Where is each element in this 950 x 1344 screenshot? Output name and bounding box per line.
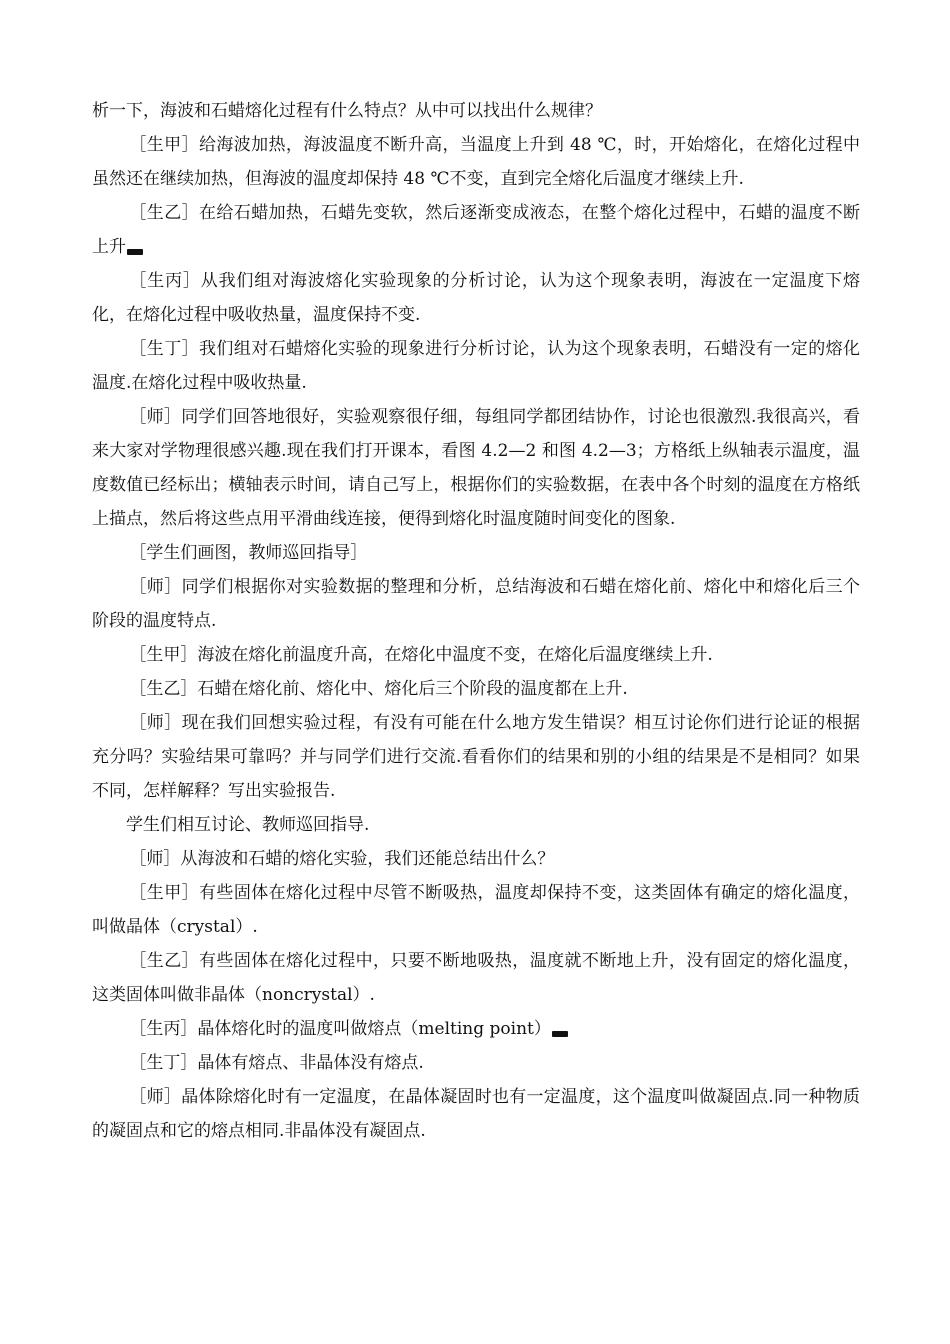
paragraph-students-draw: ［学生们画图，教师巡回指导］ <box>129 543 368 563</box>
paragraph-freezing-point: ［师］晶体除熔化时有一定温度，在晶体凝固时也有一定温度，这个温度叫做凝固点.同一种物质的凝固点和它的熔点相同.非晶体没有凝固点. <box>92 1087 860 1141</box>
ink-mark <box>127 249 143 255</box>
paragraph-student-b-observation: ［生乙］在给石蜡加热，石蜡先变软，然后逐渐变成液态，在整个熔化过程中，石蜡的温度不断上升 <box>92 203 860 257</box>
paragraph-noncrystal-definition: ［生乙］有些固体在熔化过程中，只要不断地吸热，温度就不断地上升，没有固定的熔化温度，这类固体叫做非晶体（noncrystal）. <box>92 951 860 1005</box>
paragraph-student-a-observation: ［生甲］给海波加热，海波温度不断升高，当温度上升到 48 ℃，时，开始熔化，在熔化过程中虽然还在继续加热，但海波的温度却保持 48 ℃不变，直到完全熔化后温度才继续上升. <box>92 135 860 189</box>
paragraph-continuation: 析一下，海波和石蜡熔化过程有什么特点？从中可以找出什么规律？ <box>92 101 602 121</box>
paragraph-student-a-summary: ［生甲］海波在熔化前温度升高，在熔化中温度不变，在熔化后温度继续上升. <box>129 645 713 665</box>
paragraph-teacher-reflection: ［师］现在我们回想实验过程，有没有可能在什么地方发生错误？相互讨论你们进行论证的根据充分吗？实验结果可靠吗？并与同学们进行交流.看看你们的结果和别的小组的结果是不是相同？如果不同，怎样解释？写出实验报告. <box>92 713 860 801</box>
paragraph-discussion: 学生们相互讨论、教师巡回指导. <box>126 815 370 835</box>
paragraph-teacher-summarize: ［师］同学们根据你对实验数据的整理和分析，总结海波和石蜡在熔化前、熔化中和熔化后三个阶段的温度特点. <box>92 577 860 631</box>
paragraph-student-d-analysis: ［生丁］我们组对石蜡熔化实验的现象进行分析讨论，认为这个现象表明，石蜡没有一定的熔化温度.在熔化过程中吸收热量. <box>92 339 860 393</box>
paragraph-melting-point-comparison: ［生丁］晶体有熔点、非晶体没有熔点. <box>129 1053 424 1073</box>
document-body <box>92 94 860 1148</box>
paragraph-teacher-graph-instruction: ［师］同学们回答地很好，实验观察很仔细，每组同学都团结协作，讨论也很激烈.我很高兴，看来大家对学物理很感兴趣.现在我们打开课本，看图 4.2—2 和图 4.2—3；方格纸上纵轴表示温度，温度数值已经标出；横轴表示时间，请自己写上，根据你们的实验数据，在表中各个时刻的温度在方格纸上描点，然后将这些点用平滑曲线连接，便得到熔化时温度随时间变化的图象. <box>92 407 860 529</box>
paragraph-student-b-summary: ［生乙］石蜡在熔化前、熔化中、熔化后三个阶段的温度都在上升. <box>129 679 628 699</box>
paragraph-teacher-question: ［师］从海波和石蜡的熔化实验，我们还能总结出什么？ <box>129 849 555 869</box>
paragraph-melting-point-definition: ［生丙］晶体熔化时的温度叫做熔点（melting point） <box>92 1012 860 1046</box>
ink-mark <box>552 1031 568 1037</box>
paragraph-student-c-analysis: ［生丙］从我们组对海波熔化实验现象的分析讨论，认为这个现象表明，海波在一定温度下熔化，在熔化过程中吸收热量，温度保持不变. <box>92 271 860 325</box>
paragraph-crystal-definition: ［生甲］有些固体在熔化过程中尽管不断吸热，温度却保持不变，这类固体有确定的熔化温度，叫做晶体（crystal）. <box>92 883 860 937</box>
